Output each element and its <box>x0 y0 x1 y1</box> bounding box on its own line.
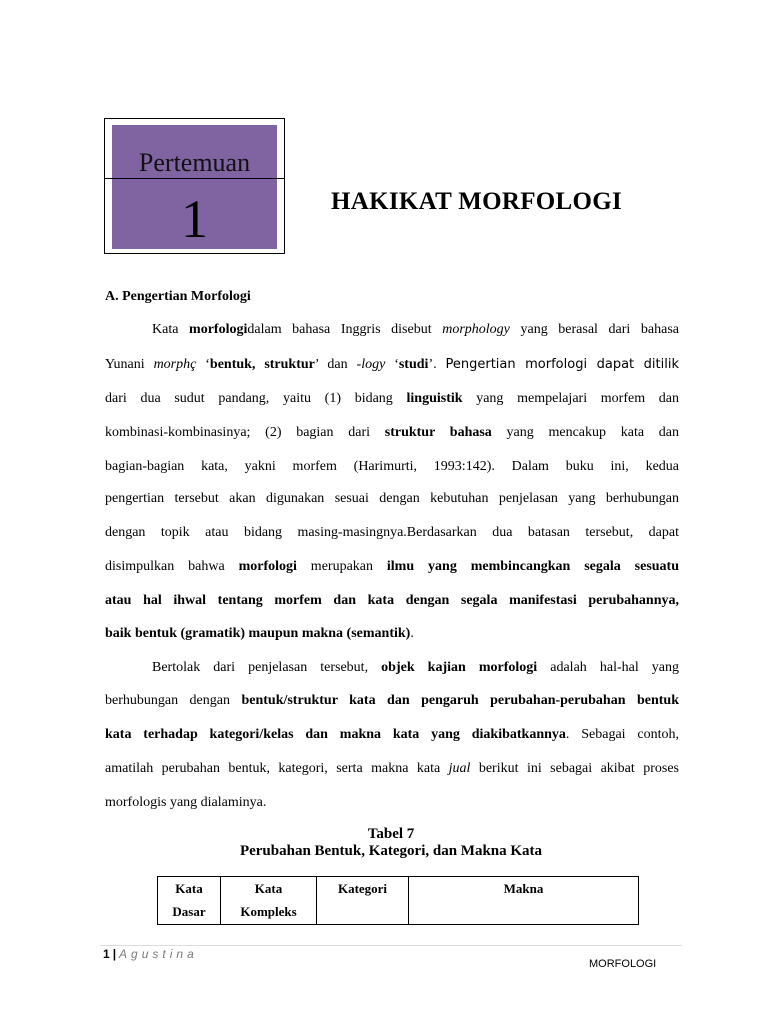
table-header-makna: Makna <box>503 881 544 896</box>
section-heading: A. Pengertian Morfologi <box>105 289 251 304</box>
paragraph-2-line-1: Bertolak dari penjelasan tersebut, objek kajian morfologi adalah hal-hal yang <box>152 660 680 675</box>
table-number: Tabel 7 <box>367 826 415 842</box>
footer-course-name: MORFOLOGI <box>589 958 657 970</box>
paragraph-2-line-3: kata terhadap kategori/kelas dan makna kata yang diakibatkannya. Sebagai contoh, <box>105 727 680 742</box>
footer-separator: | <box>112 947 117 961</box>
chapter-divider <box>105 178 284 179</box>
paragraph-1-line-1: Kata morfologidalam bahasa Inggris disebut morphology yang berasal dari bahasa <box>152 322 680 337</box>
table-header-kata-dasar: Kata Dasar <box>172 881 206 919</box>
paragraph-1-line-4: kombinasi-kombinasinya; (2) bagian dari struktur bahasa yang mencakup kata dan <box>105 425 679 440</box>
paragraph-1-line-8: disimpulkan bahwa morfologi merupakan ilmu yang membincangkan segala sesuatu <box>105 559 679 574</box>
footer-author: Agustina <box>119 947 198 961</box>
morphology-table <box>157 876 639 925</box>
paragraph-2-line-5: morfologis yang dialaminya. <box>105 795 267 810</box>
paragraph-1-line-10: baik bentuk (gramatik) maupun makna (semantik). <box>105 626 414 641</box>
paragraph-1-line-7: dengan topik atau bidang masing-masingnya.Berdasarkan dua batasan tersebut, dapat <box>105 525 679 540</box>
paragraph-1-line-2: Yunani morphç ‘bentuk, struktur’ dan -logy ‘studi’. Pengertian morfologi dapat ditilik <box>105 357 679 372</box>
paragraph-2-line-2: berhubungan dengan bentuk/struktur kata dan pengaruh perubahan-perubahan bentuk <box>105 693 679 708</box>
table-caption: Perubahan Bentuk, Kategori, dan Makna Kata <box>239 843 543 859</box>
chapter-badge <box>112 125 277 249</box>
paragraph-2-line-4: amatilah perubahan bentuk, kategori, serta makna kata jual berikut ini sebagai akibat proses <box>105 761 679 776</box>
footer-rule <box>100 945 682 946</box>
table-header-kategori: Kategori <box>337 881 388 896</box>
page-number: 1 <box>103 947 110 961</box>
page-title: HAKIKAT MORFOLOGI <box>331 188 623 215</box>
chapter-number: 1 <box>181 189 208 249</box>
chapter-box <box>104 118 285 254</box>
footer-page-info <box>103 947 198 961</box>
paragraph-1-line-9: atau hal ihwal tentang morfem dan kata dengan segala manifestasi perubahannya, <box>105 593 679 608</box>
paragraph-1-line-3: dari dua sudut pandang, yaitu (1) bidang linguistik yang mempelajari morfem dan <box>105 391 679 406</box>
paragraph-1-line-5: bagian-bagian kata, yakni morfem (Harimurti, 1993:142). Dalam buku ini, kedua <box>105 459 679 474</box>
paragraph-1-line-6: pengertian tersebut akan digunakan sesuai dengan kebutuhan penjelasan yang berhubungan <box>105 491 679 506</box>
table-header-kata-kompleks: Kata Kompleks <box>240 881 297 919</box>
chapter-word: Pertemuan <box>138 148 251 177</box>
